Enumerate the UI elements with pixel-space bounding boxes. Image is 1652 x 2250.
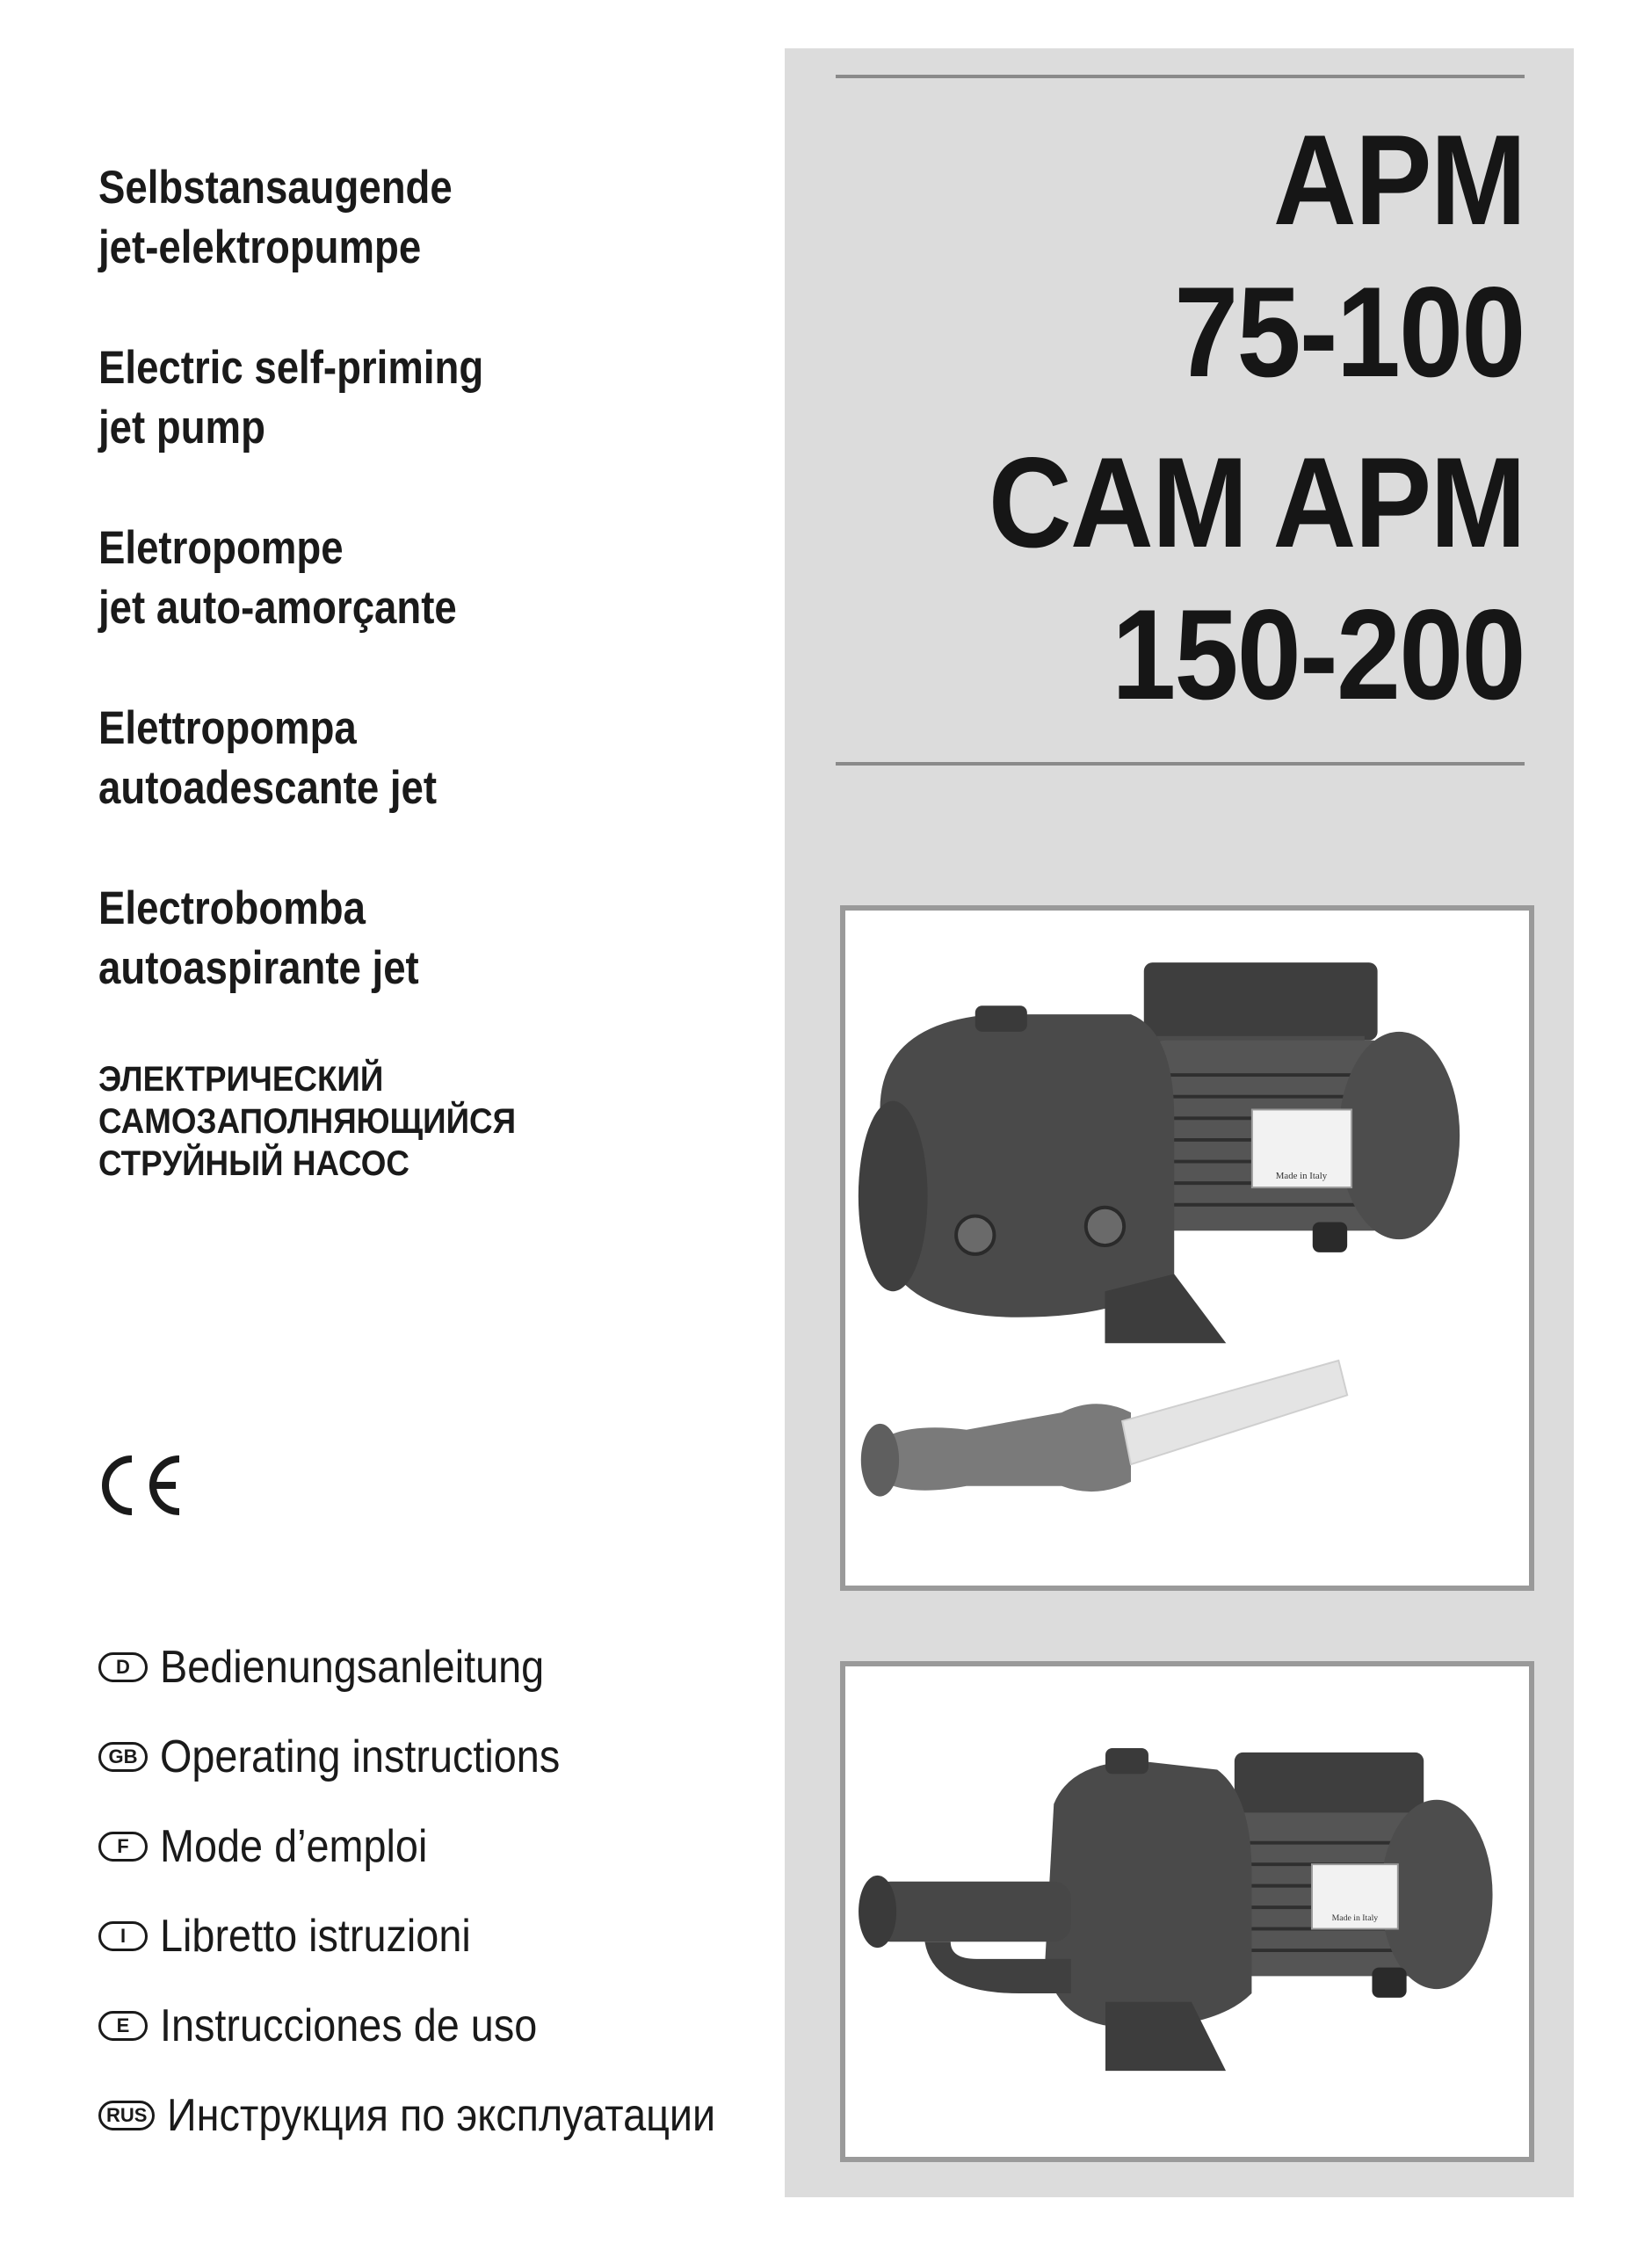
description-it-line2: autoadescante jet xyxy=(98,762,438,814)
description-fr-line2: jet auto-amorçante xyxy=(98,582,457,634)
manual-language-label: Bedienungsanleitung xyxy=(160,1642,545,1693)
description-de-line1: Selbstansaugende xyxy=(98,162,453,214)
description-ru-line3: СТРУЙНЫЙ НАСОС xyxy=(98,1144,409,1183)
language-code-badge: GB xyxy=(98,1742,148,1772)
model-title-line4: 150-200 xyxy=(1112,583,1525,726)
pump-apm-image xyxy=(845,911,1529,1586)
description-es-line1: Electrobomba xyxy=(98,882,366,934)
language-code-badge: RUS xyxy=(98,2101,155,2130)
manual-language-label: Mode d’emploi xyxy=(160,1821,428,1872)
description-fr xyxy=(98,519,457,638)
description-gb-line2: jet pump xyxy=(98,402,265,454)
language-code-badge: I xyxy=(98,1921,148,1951)
description-gb-line1: Electric self-priming xyxy=(98,342,484,394)
model-title-line2: 75-100 xyxy=(1174,260,1525,403)
manual-language-ru[interactable] xyxy=(98,2085,777,2146)
manual-language-fr[interactable] xyxy=(98,1816,457,1877)
manual-language-label: Operating instructions xyxy=(160,1731,561,1782)
rating-plate-text: Made in Italy xyxy=(1275,1171,1328,1182)
description-gb xyxy=(98,338,483,458)
product-photo-apm xyxy=(840,905,1534,1591)
description-ru xyxy=(98,1058,516,1185)
rating-plate-text: Made in Italy xyxy=(1331,1912,1379,1923)
description-ru-line1: ЭЛЕКТРИЧЕСКИЙ xyxy=(98,1060,384,1099)
pump-cam-apm-image xyxy=(845,1666,1529,2157)
manual-language-label: Libretto istruzioni xyxy=(160,1911,471,1962)
description-it-line1: Elettropompa xyxy=(98,702,357,754)
manual-language-label: Instrucciones de uso xyxy=(160,2000,538,2051)
manual-language-label: Инструкция по эксплуатации xyxy=(167,2090,716,2141)
language-code-badge: F xyxy=(98,1832,148,1862)
manual-language-es[interactable] xyxy=(98,1995,579,2057)
top-divider xyxy=(836,75,1525,78)
manual-language-it[interactable] xyxy=(98,1905,505,1967)
language-code-badge: D xyxy=(98,1652,148,1682)
product-photo-cam-apm xyxy=(840,1661,1534,2162)
manual-language-de[interactable] xyxy=(98,1637,587,1698)
description-ru-line2: САМОЗАПОЛНЯЮЩИЙСЯ xyxy=(98,1102,517,1141)
model-title-line1: APM xyxy=(1272,108,1525,251)
language-code-badge: E xyxy=(98,2011,148,2041)
description-de xyxy=(98,158,453,278)
title-panel xyxy=(785,48,1574,2197)
manual-language-gb[interactable] xyxy=(98,1726,605,1788)
description-es xyxy=(98,879,419,998)
description-it xyxy=(98,699,437,818)
description-es-line2: autoaspirante jet xyxy=(98,942,419,994)
model-title-line3: CAM APM xyxy=(988,431,1525,574)
bottom-divider xyxy=(836,762,1525,766)
description-fr-line1: Eletropompe xyxy=(98,522,344,574)
ce-mark-icon xyxy=(98,1450,186,1521)
description-de-line2: jet-elektropumpe xyxy=(98,221,422,273)
